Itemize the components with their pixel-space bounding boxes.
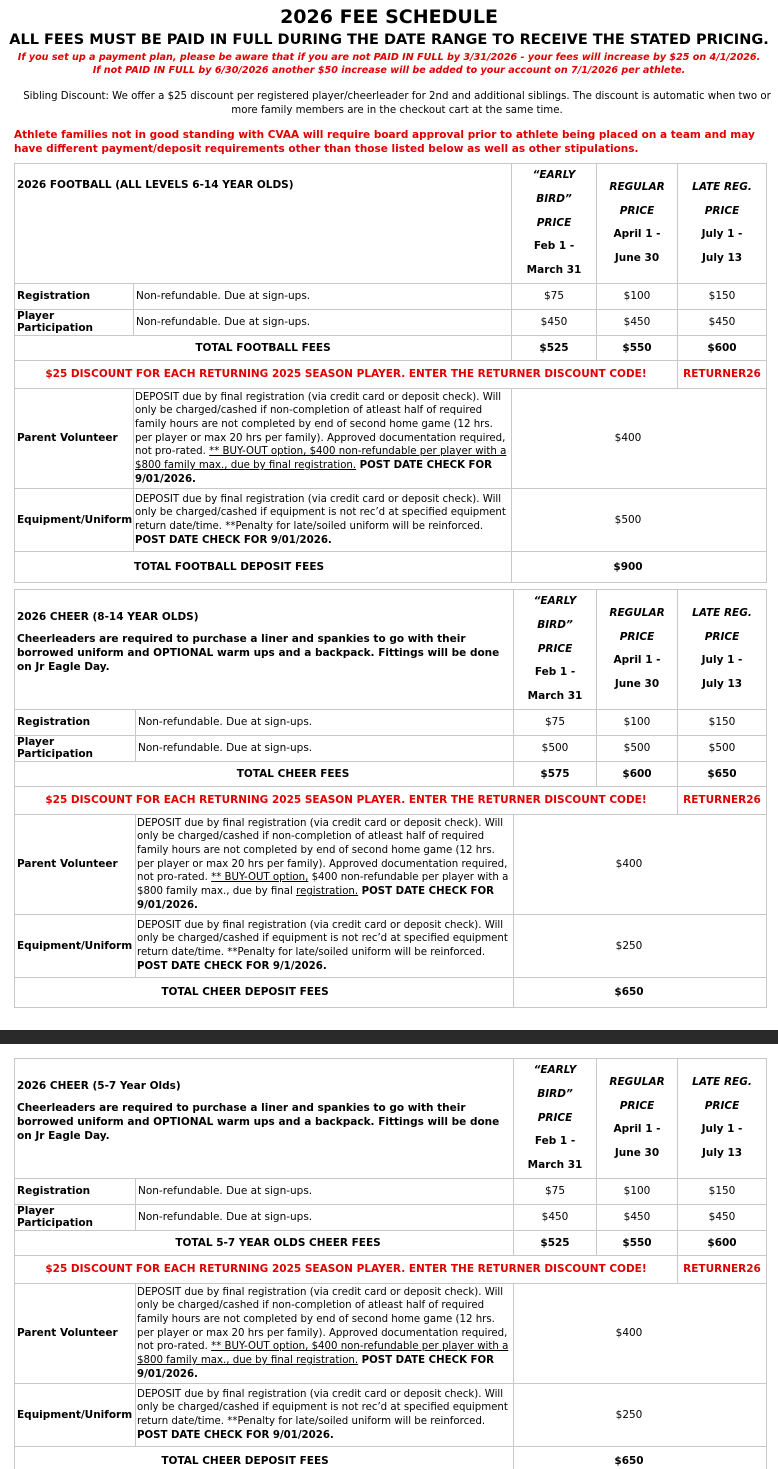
returner-discount-text: $25 DISCOUNT FOR EACH RETURNING 2025 SEASON PLAYER. ENTER THE RETURNER DISCOUNT CODE! [15, 1255, 678, 1283]
late-header: LATE REG. [692, 180, 752, 193]
regular-header: REGULAR [609, 1075, 665, 1088]
price-cell: $75 [514, 1178, 597, 1204]
price-cell: $450 [597, 309, 678, 335]
deposit-amount: $500 [512, 488, 767, 551]
total-cell: $550 [597, 1230, 678, 1255]
returner-discount-code: RETURNER26 [678, 1255, 767, 1283]
late-header: LATE REG. [692, 606, 752, 619]
late-to: July 13 [701, 1147, 743, 1160]
post-date-text: POST DATE CHECK FOR 9/01/2026. [137, 1355, 494, 1380]
row-description: Non-refundable. Due at sign-ups. [136, 1178, 514, 1204]
row-description: Non-refundable. Due at sign-ups. [136, 1204, 514, 1230]
total-row [15, 1446, 767, 1469]
regular-to: June 30 [614, 252, 660, 265]
early-price-header: PRICE [537, 1111, 573, 1124]
deposit-total: $650 [514, 977, 767, 1007]
post-date-text: POST DATE CHECK FOR 9/1/2026. [137, 960, 327, 972]
table-row [15, 1178, 767, 1204]
row-description: Non-refundable. Due at sign-ups. [136, 709, 514, 735]
cheer-5-7-fee-table [14, 1058, 767, 1469]
regular-header: REGULAR [609, 180, 665, 193]
regular-header: REGULAR [609, 606, 665, 619]
table-row [15, 709, 767, 735]
cheer-5-7-heading: 2026 CHEER (5-7 Year Olds) [17, 1080, 181, 1092]
table-row [15, 1204, 767, 1230]
price-cell: $75 [512, 283, 597, 309]
desc-text: $400 non-refundable per player with a $800 family max., due by final [137, 872, 509, 898]
table-row [15, 388, 767, 488]
table-row [15, 488, 767, 551]
post-date-text: POST DATE CHECK FOR 9/01/2026. [137, 886, 494, 911]
regular-from: April 1 - [613, 228, 661, 241]
total-cell: $600 [678, 1230, 767, 1255]
discount-row [15, 360, 767, 388]
parent-volunteer-description [136, 1283, 514, 1383]
total-label: TOTAL CHEER FEES [15, 761, 514, 786]
early-to: March 31 [527, 690, 583, 703]
deposit-total: $900 [512, 551, 767, 582]
row-label: Parent Volunteer [15, 814, 136, 914]
deposit-total-label: TOTAL FOOTBALL DEPOSIT FEES [15, 551, 512, 582]
total-cell: $525 [512, 335, 597, 360]
returner-discount-text: $25 DISCOUNT FOR EACH RETURNING 2025 SEASON PLAYER. ENTER THE RETURNER DISCOUNT CODE! [15, 786, 678, 814]
row-label: Parent Volunteer [15, 1283, 136, 1383]
late-from: July 1 - [701, 1123, 743, 1136]
late-header: LATE REG. [692, 1075, 752, 1088]
early-price-header: PRICE [537, 642, 573, 655]
price-cell: $100 [597, 709, 678, 735]
regular-to: June 30 [614, 678, 660, 691]
early-to: March 31 [527, 1159, 583, 1172]
page-title: 2026 FEE SCHEDULE [280, 6, 498, 28]
table-row [15, 309, 767, 335]
post-date-text: POST DATE CHECK FOR 9/01/2026. [137, 1429, 334, 1441]
regular-price-header: PRICE [619, 630, 655, 643]
regular-price-header: PRICE [619, 1099, 655, 1112]
post-date-text: POST DATE CHECK FOR 9/01/2026. [135, 534, 332, 546]
row-description: Non-refundable. Due at sign-ups. [136, 735, 514, 761]
row-label: Equipment/Uniform [15, 488, 134, 551]
sibling-discount-notice: Sibling Discount: We offer a $25 discount per registered player/cheerleader for 2nd and additional siblings. The discount is automatic when two or more family members are in the checkout cart at the same time. [23, 91, 771, 116]
total-label: TOTAL 5-7 YEAR OLDS CHEER FEES [15, 1230, 514, 1255]
table-row [15, 283, 767, 309]
early-price-header: PRICE [536, 216, 572, 229]
good-standing-notice: Athlete families not in good standing with CVAA will require board approval prior to athlete being placed on a team and may have different payment/deposit requirements other than those listed below as well as other stipulations. [14, 129, 755, 155]
row-label: Registration [15, 709, 136, 735]
returner-discount-code: RETURNER26 [678, 786, 767, 814]
late-price-header: PRICE [704, 1099, 740, 1112]
equipment-description [134, 488, 512, 551]
row-description: Non-refundable. Due at sign-ups. [134, 283, 512, 309]
returner-discount-code: RETURNER26 [678, 360, 767, 388]
price-cell: $500 [678, 735, 767, 761]
total-cell: $650 [678, 761, 767, 786]
price-cell: $450 [512, 309, 597, 335]
cheer-5-7-note: Cheerleaders are required to purchase a liner and spankies to go with their borrowed uniform and OPTIONAL warm ups and a backpack. Fittings will be done on Jr Eagle Day. [17, 1102, 500, 1142]
early-from: Feb 1 - [534, 666, 576, 679]
regular-from: April 1 - [613, 654, 661, 667]
total-cell: $600 [597, 761, 678, 786]
post-date-text: POST DATE CHECK FOR 9/01/2026. [135, 460, 492, 485]
deposit-amount: $250 [514, 914, 767, 977]
early-from: Feb 1 - [534, 1135, 576, 1148]
football-heading: 2026 FOOTBALL (ALL LEVELS 6-14 YEAR OLDS) [15, 164, 512, 284]
regular-price-header: PRICE [619, 204, 655, 217]
desc-text: registration. [296, 886, 359, 898]
price-cell: $450 [678, 1204, 767, 1230]
late-from: July 1 - [701, 654, 743, 667]
desc-text: DEPOSIT due by final registration (via credit card or deposit check). Will only be charged/cashed if equipment is not rec’d at specified equipment return date/time. **Penalty for late/soiled uniform will be reinforced. [135, 493, 506, 532]
desc-text: DEPOSIT due by final registration (via credit card or deposit check). Will only be charged/cashed if equipment is not rec’d at specified equipment return date/time. **Penalty for late/soiled uniform will be reinforced. [137, 919, 508, 958]
equipment-description [136, 1383, 514, 1446]
price-cell: $450 [678, 309, 767, 335]
cheer-8-14-note: Cheerleaders are required to purchase a liner and spankies to go with their borrowed uniform and OPTIONAL warm ups and a backpack. Fittings will be done on Jr Eagle Day. [17, 633, 500, 673]
deposit-amount: $400 [514, 1283, 767, 1383]
early-to: March 31 [526, 264, 582, 277]
total-row [15, 761, 767, 786]
row-label: Registration [15, 283, 134, 309]
total-row [15, 335, 767, 360]
early-bird-header: “EARLY BIRD” [532, 169, 576, 205]
parent-volunteer-description [134, 388, 512, 488]
total-row [15, 977, 767, 1007]
row-label: Registration [15, 1178, 136, 1204]
row-label: Player Participation [15, 735, 136, 761]
returner-discount-text: $25 DISCOUNT FOR EACH RETURNING 2025 SEASON PLAYER. ENTER THE RETURNER DISCOUNT CODE! [15, 360, 678, 388]
discount-row [15, 1255, 767, 1283]
football-fee-table [14, 163, 767, 583]
total-row [15, 551, 767, 582]
desc-text: DEPOSIT due by final registration (via credit card or deposit check). Will only be charged/cashed if equipment is not rec’d at specified equipment return date/time. **Penalty for late/soiled uniform will be reinforced. [137, 1388, 508, 1427]
payment-plan-notice [0, 51, 778, 77]
total-cell: $575 [514, 761, 597, 786]
parent-volunteer-description [136, 814, 514, 914]
row-label: Player Participation [15, 1204, 136, 1230]
price-cell: $100 [597, 1178, 678, 1204]
late-price-header: PRICE [704, 204, 740, 217]
row-label: Parent Volunteer [15, 388, 134, 488]
deposit-amount: $400 [514, 814, 767, 914]
total-row [15, 1230, 767, 1255]
discount-row [15, 786, 767, 814]
deposit-total: $650 [514, 1446, 767, 1469]
deposit-amount: $400 [512, 388, 767, 488]
table-row [15, 735, 767, 761]
deposit-total-label: TOTAL CHEER DEPOSIT FEES [15, 977, 514, 1007]
buyout-text: ** BUY-OUT option, $400 non-refundable per player with a $800 family max., due by final registration. [135, 446, 507, 472]
page-subtitle: ALL FEES MUST BE PAID IN FULL DURING THE DATE RANGE TO RECEIVE THE STATED PRICING. [9, 32, 769, 48]
cheer-8-14-heading: 2026 CHEER (8-14 YEAR OLDS) [17, 611, 199, 623]
regular-from: April 1 - [613, 1123, 661, 1136]
section-divider [0, 1030, 778, 1044]
price-cell: $450 [597, 1204, 678, 1230]
equipment-description [136, 914, 514, 977]
early-bird-header: “EARLY BIRD” [533, 595, 577, 631]
row-label: Equipment/Uniform [15, 1383, 136, 1446]
buyout-text: ** BUY-OUT option, [211, 872, 309, 884]
table-row [15, 914, 767, 977]
price-cell: $100 [597, 283, 678, 309]
cheer-8-14-fee-table [14, 589, 767, 1008]
price-cell: $450 [514, 1204, 597, 1230]
table-row [15, 1283, 767, 1383]
late-price-header: PRICE [704, 630, 740, 643]
total-cell: $525 [514, 1230, 597, 1255]
deposit-total-label: TOTAL CHEER DEPOSIT FEES [15, 1446, 514, 1469]
early-from: Feb 1 - [533, 240, 575, 253]
late-to: July 13 [701, 252, 743, 265]
price-cell: $75 [514, 709, 597, 735]
payment-plan-line-2: If not PAID IN FULL by 6/30/2026 another $50 increase will be added to your account on 7/1/2026 per athlete. [92, 65, 686, 76]
table-row [15, 814, 767, 914]
buyout-text: ** BUY-OUT option, $400 non-refundable per player with a $800 family max., due by final registration. [137, 1341, 509, 1367]
price-cell: $500 [597, 735, 678, 761]
price-cell: $150 [678, 709, 767, 735]
total-cell: $600 [678, 335, 767, 360]
table-row [15, 1383, 767, 1446]
row-label: Equipment/Uniform [15, 914, 136, 977]
early-bird-header: “EARLY BIRD” [533, 1064, 577, 1100]
row-description: Non-refundable. Due at sign-ups. [134, 309, 512, 335]
desc-text: DEPOSIT due by final registration (via credit card or deposit check). Will only be charged/cashed if non-completion of atleast half of required family hours are not completed by end of second home game (12 hrs. per player or max 20 hrs per family). Approved documentation required, not pro-rated. [137, 1286, 508, 1353]
total-cell: $550 [597, 335, 678, 360]
desc-text: DEPOSIT due by final registration (via credit card or deposit check). Will only be charged/cashed if non-completion of atleast half of required family hours are not completed by end of second home game (12 hrs. per player or max 20 hrs per family). Approved documentation required, not pro-rated. [137, 817, 508, 884]
price-cell: $500 [514, 735, 597, 761]
late-to: July 13 [701, 678, 743, 691]
payment-plan-line-1: If you set up a payment plan, please be aware that if you are not PAID IN FULL by 3/31/2026 - your fees will increase by $25 on 4/1/2026. [17, 52, 761, 63]
row-label: Player Participation [15, 309, 134, 335]
late-from: July 1 - [701, 228, 743, 241]
desc-text: DEPOSIT due by final registration (via credit card or deposit check). Will only be charged/cashed if non-completion of atleast half of required family hours are not completed by end of second home game (12 hrs. per player or max 20 hrs per family). Approved documentation required, not pro-rated. [135, 391, 506, 458]
regular-to: June 30 [614, 1147, 660, 1160]
deposit-amount: $250 [514, 1383, 767, 1446]
price-cell: $150 [678, 283, 767, 309]
total-label: TOTAL FOOTBALL FEES [15, 335, 512, 360]
price-cell: $150 [678, 1178, 767, 1204]
